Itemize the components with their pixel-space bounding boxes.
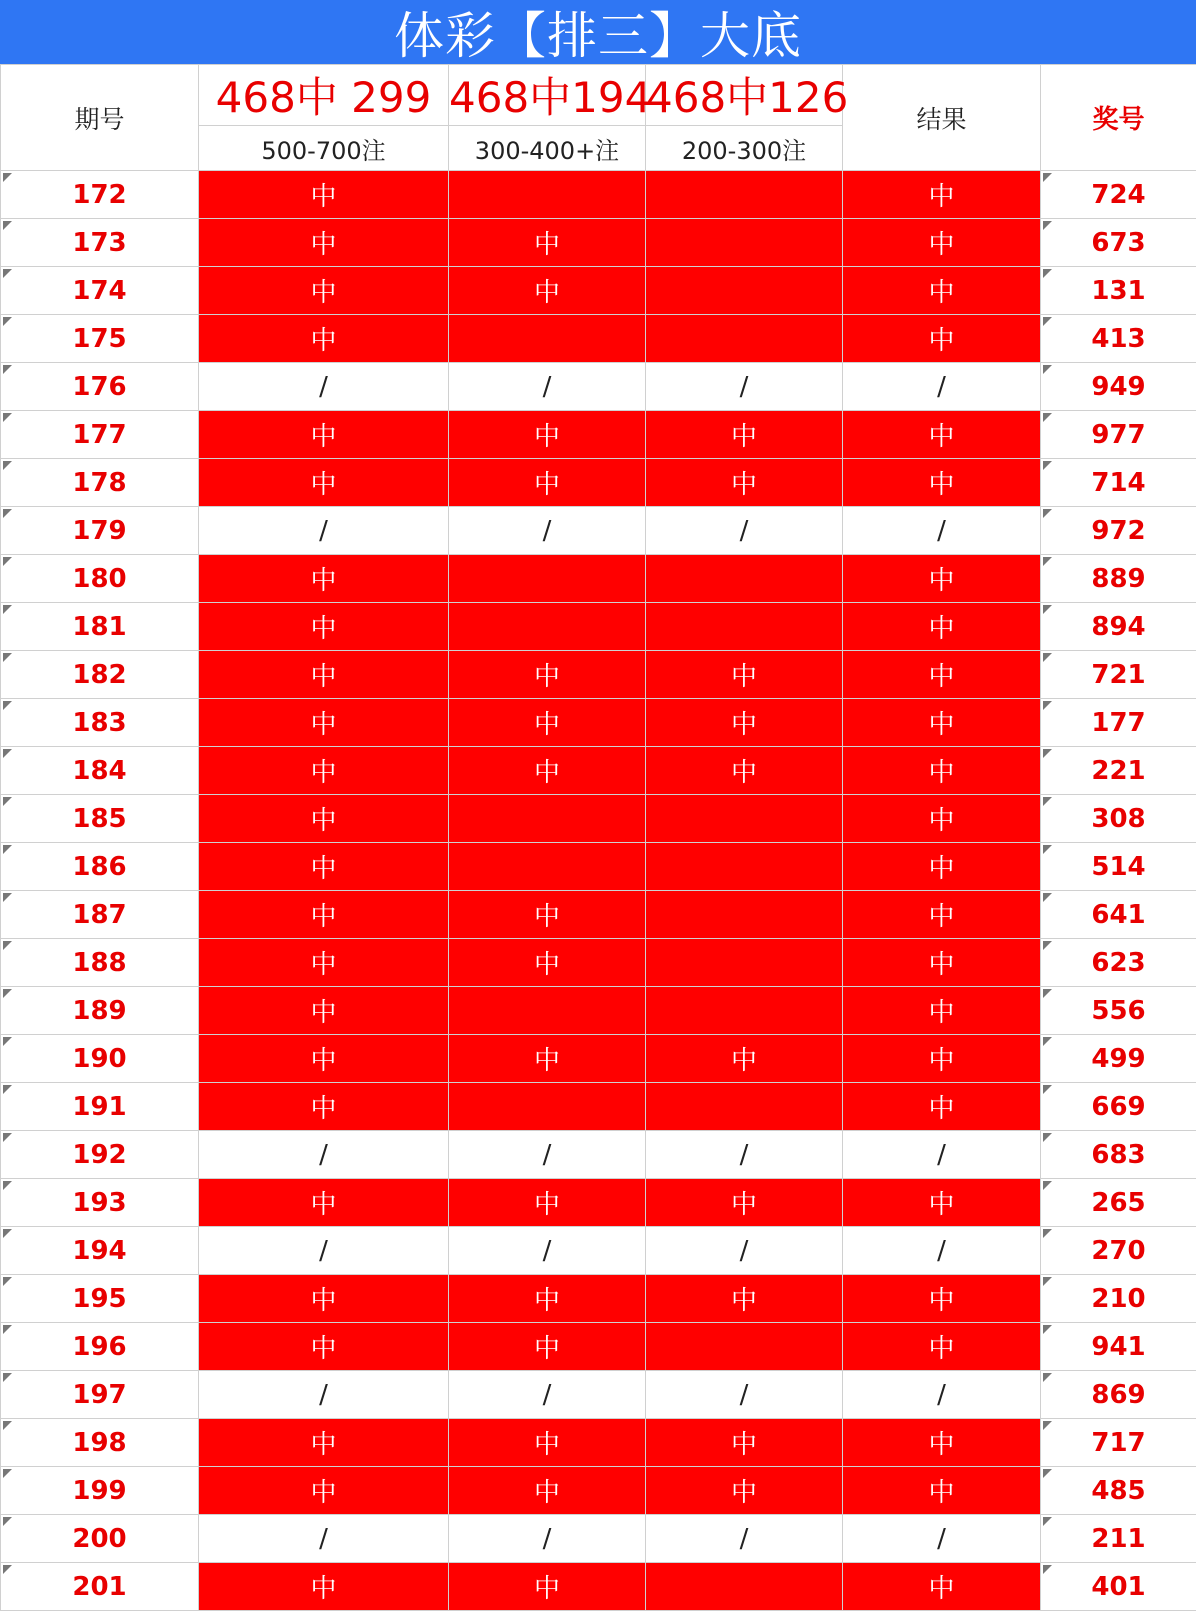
plan-1-mark-cell[interactable]: /	[199, 507, 449, 555]
plan-1-mark-cell[interactable]: 中	[199, 315, 449, 363]
result-mark-cell[interactable]: /	[843, 1371, 1041, 1419]
plan-2-mark-cell[interactable]: /	[449, 1227, 646, 1275]
award-cell[interactable]: 401	[1041, 1563, 1196, 1611]
plan-1-mark-cell[interactable]: /	[199, 363, 449, 411]
table-row	[1, 507, 1196, 555]
result-mark-cell[interactable]: 中	[843, 651, 1041, 699]
plan-3-mark-cell[interactable]	[646, 171, 843, 219]
result-mark-cell[interactable]: 中	[843, 939, 1041, 987]
plan-2-mark-cell[interactable]: 中	[449, 891, 646, 939]
award-cell[interactable]: 673	[1041, 219, 1196, 267]
plan-2-mark-cell[interactable]: 中	[449, 459, 646, 507]
plan-1-mark-cell[interactable]: 中	[199, 939, 449, 987]
header-award[interactable]: 奖号	[1041, 65, 1196, 171]
plan-3-mark-cell[interactable]: 中	[646, 651, 843, 699]
header-period[interactable]: 期号	[1, 65, 199, 171]
award-cell[interactable]: 941	[1041, 1323, 1196, 1371]
result-mark-cell[interactable]: /	[843, 363, 1041, 411]
plan-2-mark-cell[interactable]	[449, 843, 646, 891]
plan-1-mark-cell[interactable]: /	[199, 1371, 449, 1419]
plan-2-mark-cell[interactable]	[449, 171, 646, 219]
plan-3-mark-cell[interactable]: /	[646, 1131, 843, 1179]
result-mark-cell[interactable]: 中	[843, 1467, 1041, 1515]
period-cell[interactable]: 195	[1, 1275, 199, 1323]
table-row	[1, 1227, 1196, 1275]
plan-2-mark-cell[interactable]: 中	[449, 1467, 646, 1515]
period-cell[interactable]: 190	[1, 1035, 199, 1083]
period-cell[interactable]: 194	[1, 1227, 199, 1275]
plan-3-mark-cell[interactable]: 中	[646, 1275, 843, 1323]
plan-2-mark-cell[interactable]: 中	[449, 267, 646, 315]
result-mark-cell[interactable]: /	[843, 1227, 1041, 1275]
award-cell[interactable]: 221	[1041, 747, 1196, 795]
table-row	[1, 1275, 1196, 1323]
plan-1-mark-cell[interactable]: 中	[199, 699, 449, 747]
result-mark-cell[interactable]: 中	[843, 315, 1041, 363]
award-cell[interactable]: 623	[1041, 939, 1196, 987]
table-row	[1, 315, 1196, 363]
plan-2-mark-cell[interactable]: 中	[449, 411, 646, 459]
plan-3-mark-cell[interactable]	[646, 1323, 843, 1371]
table-row	[1, 219, 1196, 267]
plan-2-mark-cell[interactable]	[449, 795, 646, 843]
period-cell[interactable]: 197	[1, 1371, 199, 1419]
plan-1-mark-cell[interactable]: 中	[199, 171, 449, 219]
result-mark-cell[interactable]: 中	[843, 843, 1041, 891]
award-cell[interactable]: 869	[1041, 1371, 1196, 1419]
plan-3-mark-cell[interactable]	[646, 987, 843, 1035]
period-cell[interactable]: 186	[1, 843, 199, 891]
table-row	[1, 1371, 1196, 1419]
period-cell[interactable]: 182	[1, 651, 199, 699]
result-mark-cell[interactable]: 中	[843, 603, 1041, 651]
award-cell[interactable]: 894	[1041, 603, 1196, 651]
period-cell[interactable]: 177	[1, 411, 199, 459]
table-row	[1, 1083, 1196, 1131]
period-cell[interactable]: 174	[1, 267, 199, 315]
header-plan-1-name[interactable]: 468中 299	[199, 65, 449, 126]
award-cell[interactable]: 308	[1041, 795, 1196, 843]
result-mark-cell[interactable]: 中	[843, 555, 1041, 603]
plan-2-mark-cell[interactable]: 中	[449, 1035, 646, 1083]
period-cell[interactable]: 172	[1, 171, 199, 219]
result-mark-cell[interactable]: 中	[843, 1035, 1041, 1083]
result-mark-cell[interactable]: 中	[843, 411, 1041, 459]
plan-3-mark-cell[interactable]: /	[646, 507, 843, 555]
plan-3-mark-cell[interactable]: 中	[646, 747, 843, 795]
result-mark-cell[interactable]: /	[843, 1131, 1041, 1179]
award-cell[interactable]: 949	[1041, 363, 1196, 411]
award-cell[interactable]: 641	[1041, 891, 1196, 939]
plan-1-mark-cell[interactable]: 中	[199, 603, 449, 651]
result-mark-cell[interactable]: 中	[843, 219, 1041, 267]
plan-1-mark-cell[interactable]: 中	[199, 651, 449, 699]
award-cell[interactable]: 714	[1041, 459, 1196, 507]
plan-1-mark-cell[interactable]: 中	[199, 411, 449, 459]
table-row	[1, 459, 1196, 507]
result-mark-cell[interactable]: 中	[843, 1323, 1041, 1371]
result-mark-cell[interactable]: 中	[843, 1083, 1041, 1131]
plan-2-mark-cell[interactable]: /	[449, 1515, 646, 1563]
period-cell[interactable]: 178	[1, 459, 199, 507]
award-cell[interactable]: 210	[1041, 1275, 1196, 1323]
plan-2-mark-cell[interactable]: 中	[449, 939, 646, 987]
period-cell[interactable]: 189	[1, 987, 199, 1035]
table-row	[1, 555, 1196, 603]
plan-2-mark-cell[interactable]	[449, 603, 646, 651]
plan-1-mark-cell[interactable]: 中	[199, 555, 449, 603]
plan-1-mark-cell[interactable]: 中	[199, 1179, 449, 1227]
period-cell[interactable]: 187	[1, 891, 199, 939]
plan-3-mark-cell[interactable]	[646, 267, 843, 315]
plan-3-mark-cell[interactable]	[646, 315, 843, 363]
award-cell[interactable]: 499	[1041, 1035, 1196, 1083]
plan-2-mark-cell[interactable]: 中	[449, 1179, 646, 1227]
plan-2-mark-cell[interactable]: /	[449, 507, 646, 555]
award-cell[interactable]: 669	[1041, 1083, 1196, 1131]
plan-3-mark-cell[interactable]: /	[646, 1515, 843, 1563]
header-plan-2-name[interactable]: 468中194	[449, 65, 646, 126]
table-row	[1, 1035, 1196, 1083]
plan-3-mark-cell[interactable]	[646, 1563, 843, 1611]
plan-3-mark-cell[interactable]	[646, 843, 843, 891]
period-cell[interactable]: 191	[1, 1083, 199, 1131]
result-mark-cell[interactable]: 中	[843, 795, 1041, 843]
table-row	[1, 1179, 1196, 1227]
period-cell[interactable]: 180	[1, 555, 199, 603]
period-cell[interactable]: 184	[1, 747, 199, 795]
period-cell[interactable]: 201	[1, 1563, 199, 1611]
award-cell[interactable]: 977	[1041, 411, 1196, 459]
period-cell[interactable]: 175	[1, 315, 199, 363]
plan-2-mark-cell[interactable]: 中	[449, 1419, 646, 1467]
table-row	[1, 843, 1196, 891]
result-mark-cell[interactable]: 中	[843, 1563, 1041, 1611]
table-row	[1, 171, 1196, 219]
plan-3-mark-cell[interactable]	[646, 891, 843, 939]
plan-2-mark-cell[interactable]	[449, 987, 646, 1035]
result-mark-cell[interactable]: 中	[843, 1179, 1041, 1227]
award-cell[interactable]: 683	[1041, 1131, 1196, 1179]
plan-2-mark-cell[interactable]: 中	[449, 1275, 646, 1323]
award-cell[interactable]: 556	[1041, 987, 1196, 1035]
plan-2-mark-cell[interactable]: 中	[449, 651, 646, 699]
plan-1-mark-cell[interactable]: /	[199, 1131, 449, 1179]
period-cell[interactable]: 192	[1, 1131, 199, 1179]
table-row	[1, 603, 1196, 651]
plan-3-mark-cell[interactable]: 中	[646, 1467, 843, 1515]
award-cell[interactable]: 131	[1041, 267, 1196, 315]
award-cell[interactable]: 211	[1041, 1515, 1196, 1563]
result-mark-cell[interactable]: 中	[843, 699, 1041, 747]
plan-1-mark-cell[interactable]: 中	[199, 219, 449, 267]
table-row	[1, 1563, 1196, 1611]
plan-3-mark-cell[interactable]: 中	[646, 1179, 843, 1227]
plan-1-mark-cell[interactable]: 中	[199, 1035, 449, 1083]
table-row	[1, 267, 1196, 315]
plan-3-mark-cell[interactable]: /	[646, 1227, 843, 1275]
award-cell[interactable]: 485	[1041, 1467, 1196, 1515]
result-mark-cell[interactable]: 中	[843, 1419, 1041, 1467]
table-row	[1, 363, 1196, 411]
period-cell[interactable]: 179	[1, 507, 199, 555]
plan-2-mark-cell[interactable]	[449, 315, 646, 363]
result-mark-cell[interactable]: 中	[843, 1275, 1041, 1323]
plan-1-mark-cell[interactable]: 中	[199, 1275, 449, 1323]
award-cell[interactable]: 177	[1041, 699, 1196, 747]
table-row	[1, 699, 1196, 747]
plan-1-mark-cell[interactable]: 中	[199, 1419, 449, 1467]
plan-1-mark-cell[interactable]: 中	[199, 1083, 449, 1131]
period-cell[interactable]: 188	[1, 939, 199, 987]
sheet-title: 体彩【排三】大底	[0, 0, 1196, 64]
plan-2-mark-cell[interactable]: /	[449, 1131, 646, 1179]
award-cell[interactable]: 717	[1041, 1419, 1196, 1467]
table-row	[1, 747, 1196, 795]
plan-1-mark-cell[interactable]: 中	[199, 891, 449, 939]
plan-1-mark-cell[interactable]: 中	[199, 1563, 449, 1611]
plan-3-mark-cell[interactable]: 中	[646, 1419, 843, 1467]
result-mark-cell[interactable]: /	[843, 507, 1041, 555]
table-row	[1, 1323, 1196, 1371]
plan-3-mark-cell[interactable]	[646, 219, 843, 267]
period-cell[interactable]: 176	[1, 363, 199, 411]
plan-2-mark-cell[interactable]	[449, 1083, 646, 1131]
plan-3-mark-cell[interactable]: 中	[646, 411, 843, 459]
plan-3-mark-cell[interactable]	[646, 603, 843, 651]
plan-2-mark-cell[interactable]: 中	[449, 747, 646, 795]
plan-3-mark-cell[interactable]	[646, 939, 843, 987]
plan-3-mark-cell[interactable]: 中	[646, 1035, 843, 1083]
plan-1-mark-cell[interactable]: 中	[199, 747, 449, 795]
plan-1-mark-cell[interactable]: /	[199, 1515, 449, 1563]
header-row-top	[1, 65, 1196, 126]
plan-2-mark-cell[interactable]: /	[449, 363, 646, 411]
period-cell[interactable]: 181	[1, 603, 199, 651]
plan-2-mark-cell[interactable]: 中	[449, 1563, 646, 1611]
plan-3-mark-cell[interactable]	[646, 795, 843, 843]
result-mark-cell[interactable]: 中	[843, 747, 1041, 795]
header-plan-2-bets[interactable]: 300-400+注	[449, 126, 646, 171]
period-cell[interactable]: 200	[1, 1515, 199, 1563]
award-cell[interactable]: 721	[1041, 651, 1196, 699]
period-cell[interactable]: 185	[1, 795, 199, 843]
period-cell[interactable]: 173	[1, 219, 199, 267]
plan-3-mark-cell[interactable]: /	[646, 363, 843, 411]
period-cell[interactable]: 183	[1, 699, 199, 747]
result-mark-cell[interactable]: 中	[843, 459, 1041, 507]
award-cell[interactable]: 270	[1041, 1227, 1196, 1275]
award-cell[interactable]: 265	[1041, 1179, 1196, 1227]
header-plan-1-bets[interactable]: 500-700注	[199, 126, 449, 171]
result-mark-cell[interactable]: 中	[843, 171, 1041, 219]
header-result[interactable]: 结果	[843, 65, 1041, 171]
header-plan-3-bets[interactable]: 200-300注	[646, 126, 843, 171]
plan-3-mark-cell[interactable]: /	[646, 1371, 843, 1419]
plan-2-mark-cell[interactable]: /	[449, 1371, 646, 1419]
plan-1-mark-cell[interactable]: 中	[199, 1323, 449, 1371]
result-mark-cell[interactable]: 中	[843, 891, 1041, 939]
period-cell[interactable]: 196	[1, 1323, 199, 1371]
period-cell[interactable]: 199	[1, 1467, 199, 1515]
plan-2-mark-cell[interactable]	[449, 555, 646, 603]
plan-1-mark-cell[interactable]: 中	[199, 1467, 449, 1515]
plan-3-mark-cell[interactable]: 中	[646, 459, 843, 507]
table-row	[1, 411, 1196, 459]
plan-1-mark-cell[interactable]: 中	[199, 987, 449, 1035]
plan-2-mark-cell[interactable]: 中	[449, 699, 646, 747]
table-row	[1, 795, 1196, 843]
plan-1-mark-cell[interactable]: 中	[199, 843, 449, 891]
plan-3-mark-cell[interactable]	[646, 555, 843, 603]
table-row	[1, 939, 1196, 987]
table-row	[1, 1467, 1196, 1515]
plan-1-mark-cell[interactable]: 中	[199, 795, 449, 843]
plan-2-mark-cell[interactable]: 中	[449, 1323, 646, 1371]
plan-1-mark-cell[interactable]: 中	[199, 459, 449, 507]
result-mark-cell[interactable]: 中	[843, 267, 1041, 315]
results-table	[0, 64, 1196, 1611]
award-cell[interactable]: 972	[1041, 507, 1196, 555]
result-mark-cell[interactable]: /	[843, 1515, 1041, 1563]
plan-1-mark-cell[interactable]: 中	[199, 267, 449, 315]
table-row	[1, 891, 1196, 939]
table-row	[1, 987, 1196, 1035]
plan-3-mark-cell[interactable]	[646, 1083, 843, 1131]
award-cell[interactable]: 413	[1041, 315, 1196, 363]
result-mark-cell[interactable]: 中	[843, 987, 1041, 1035]
period-cell[interactable]: 198	[1, 1419, 199, 1467]
table-row	[1, 651, 1196, 699]
award-cell[interactable]: 889	[1041, 555, 1196, 603]
table-row	[1, 1131, 1196, 1179]
plan-3-mark-cell[interactable]: 中	[646, 699, 843, 747]
table-row	[1, 1515, 1196, 1563]
award-cell[interactable]: 514	[1041, 843, 1196, 891]
period-cell[interactable]: 193	[1, 1179, 199, 1227]
header-plan-3-name[interactable]: 468中126	[646, 65, 843, 126]
award-cell[interactable]: 724	[1041, 171, 1196, 219]
table-row	[1, 1419, 1196, 1467]
plan-1-mark-cell[interactable]: /	[199, 1227, 449, 1275]
plan-2-mark-cell[interactable]: 中	[449, 219, 646, 267]
